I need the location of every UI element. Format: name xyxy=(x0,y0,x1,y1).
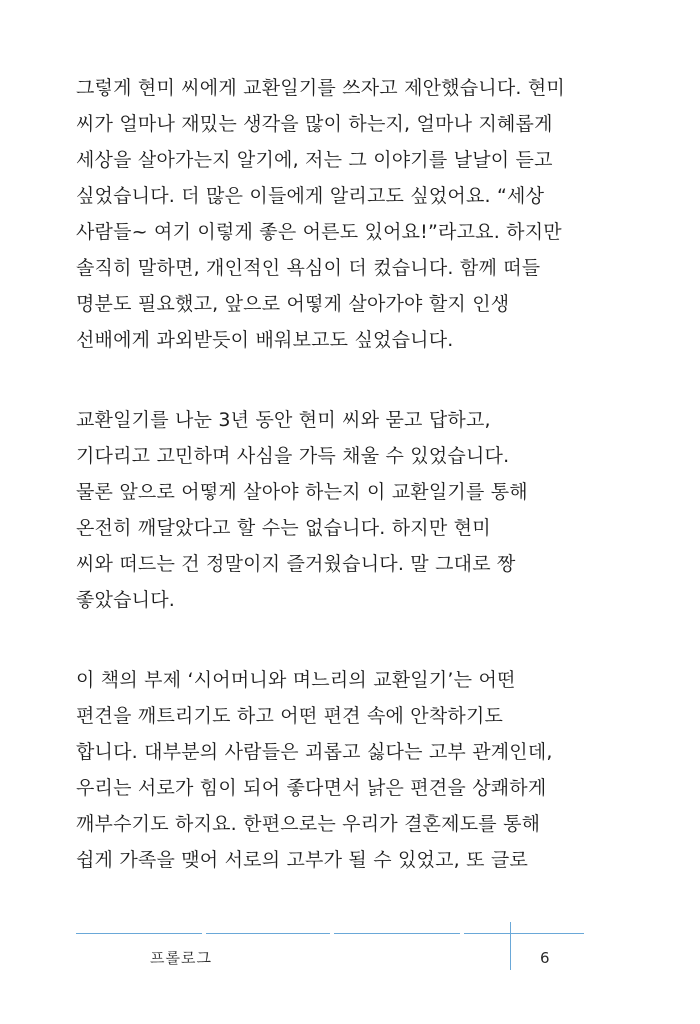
footer-rule xyxy=(76,933,584,937)
text-line: 싶었습니다. 더 많은 이들에게 알리고도 싶었어요. “세상 xyxy=(76,185,545,207)
footer-rule-segment xyxy=(334,933,460,934)
paragraph-1 xyxy=(76,70,636,358)
page-number: 6 xyxy=(540,949,550,967)
text-line: 그렇게 현미 씨에게 교환일기를 쓰자고 제안했습니다. 현미 xyxy=(76,77,565,99)
text-line: 이 책의 부제 ‘시어머니와 며느리의 교환일기’는 어떤 xyxy=(76,669,516,691)
text-line: 솔직히 말하면, 개인적인 욕심이 더 컸습니다. 함께 떠들 xyxy=(76,257,541,279)
footer-rule-segment xyxy=(464,933,584,934)
text-line: 좋았습니다. xyxy=(76,589,176,611)
footer-divider xyxy=(510,922,511,970)
text-line: 온전히 깨달았다고 할 수는 없습니다. 하지만 현미 xyxy=(76,517,491,539)
text-line: 세상을 살아가는지 알기에, 저는 그 이야기를 날날이 듣고 xyxy=(76,149,553,171)
text-line: 명분도 필요했고, 앞으로 어떻게 살아가야 할지 인생 xyxy=(76,293,510,315)
text-line: 우리는 서로가 힘이 되어 좋다면서 낡은 편견을 상쾌하게 xyxy=(76,777,547,799)
body-text xyxy=(76,70,636,922)
text-line: 합니다. 대부분의 사람들은 괴롭고 싫다는 고부 관계인데, xyxy=(76,741,553,763)
text-line: 사람들~ 여기 이렇게 좋은 어른도 있어요!”라고요. 하지만 xyxy=(76,221,562,243)
text-line: 기다리고 고민하며 사심을 가득 채울 수 있었습니다. xyxy=(76,445,510,467)
text-line: 쉽게 가족을 맺어 서로의 고부가 될 수 있었고, 또 글로 xyxy=(76,849,529,871)
running-title: 프롤로그 xyxy=(150,949,212,967)
footer-rule-segment xyxy=(206,933,330,934)
paragraph-2 xyxy=(76,402,636,618)
footer-rule-segment xyxy=(76,933,202,934)
paragraph-3 xyxy=(76,662,636,878)
text-line: 물론 앞으로 어떻게 살아야 하는지 이 교환일기를 통해 xyxy=(76,481,528,503)
text-line: 편견을 깨트리기도 하고 어떤 편견 속에 안착하기도 xyxy=(76,705,504,727)
text-line: 교환일기를 나눈 3년 동안 현미 씨와 묻고 답하고, xyxy=(76,409,491,431)
text-line: 씨가 얼마나 재밌는 생각을 많이 하는지, 얼마나 지혜롭게 xyxy=(76,113,553,135)
text-line: 깨부수기도 하지요. 한편으로는 우리가 결혼제도를 통해 xyxy=(76,813,541,835)
text-line: 씨와 떠드는 건 정말이지 즐거웠습니다. 말 그대로 짱 xyxy=(76,553,516,575)
text-line: 선배에게 과외받듯이 배워보고도 싶었습니다. xyxy=(76,329,454,351)
